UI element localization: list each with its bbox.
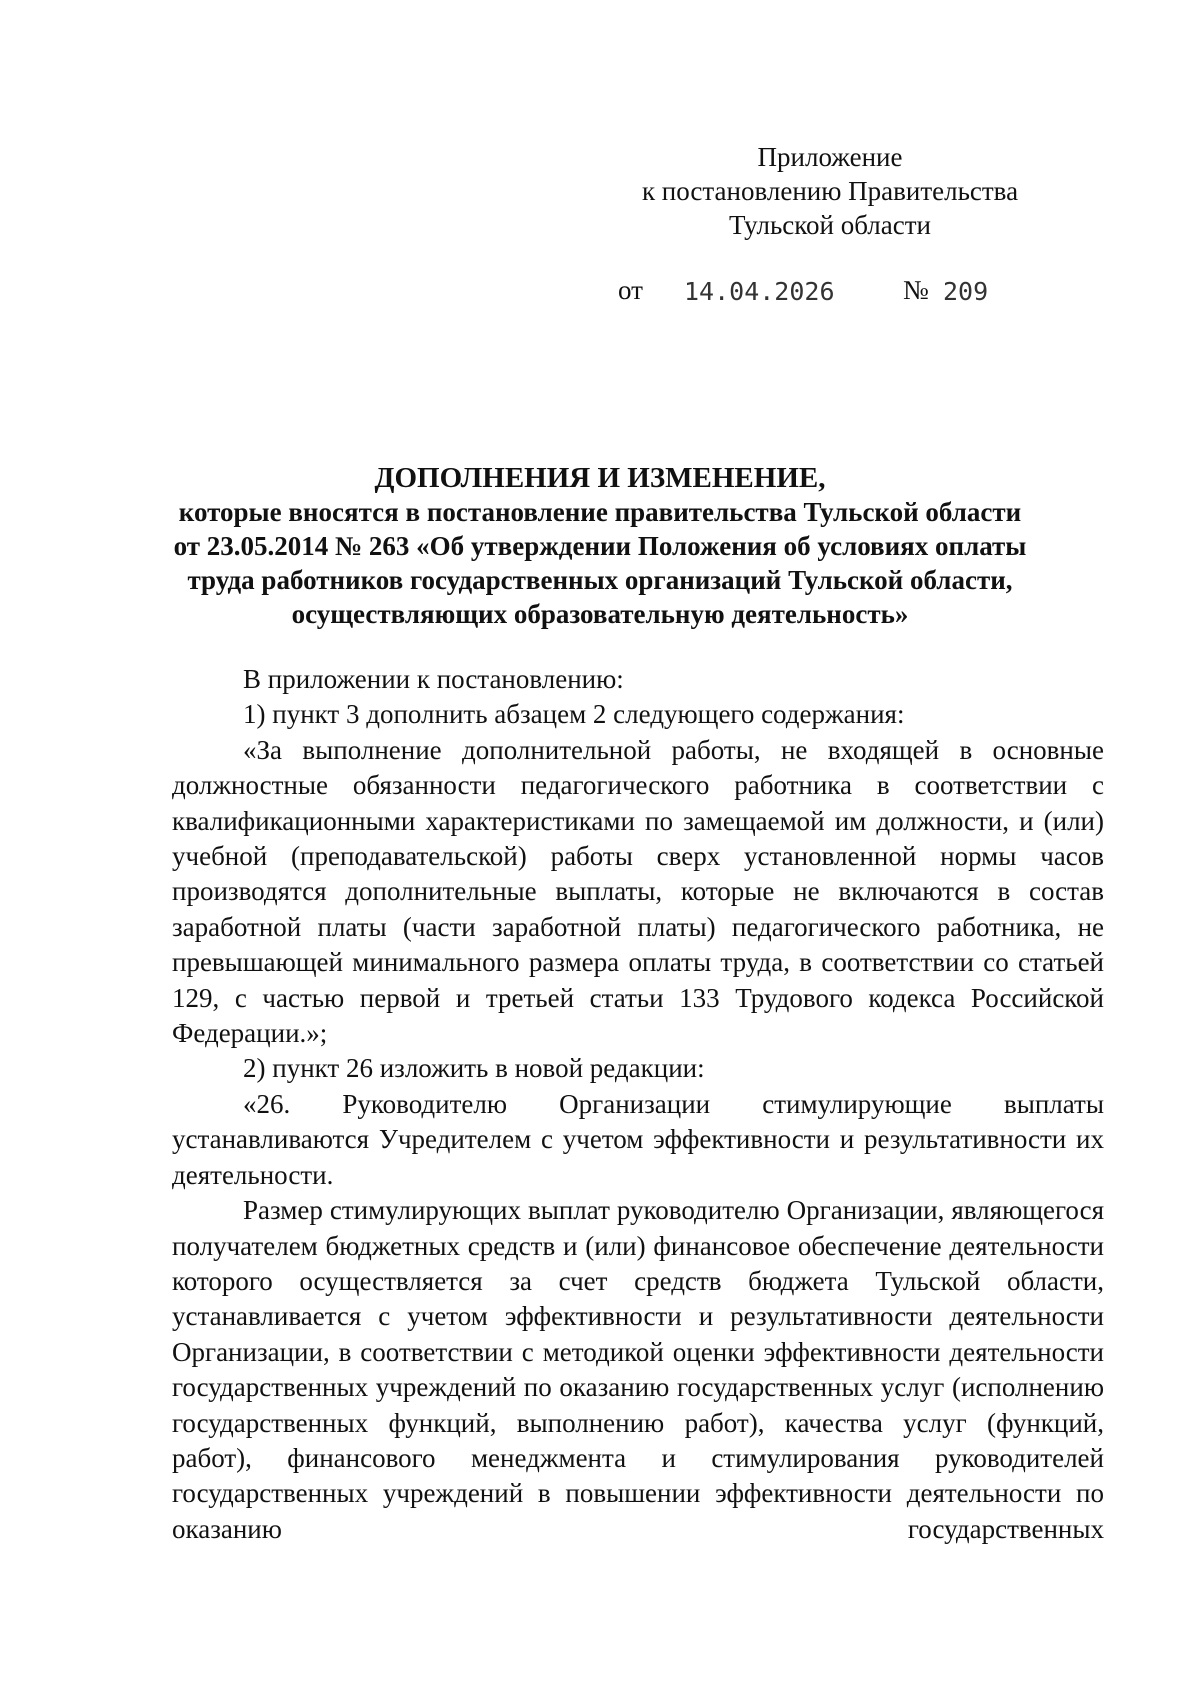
heading-line: труда работников государственных организаций Тульской области, [187, 565, 1013, 595]
document-number: 209 [943, 277, 989, 306]
document-body [172, 662, 1104, 1547]
appendix-reference: к постановлению Правительства [641, 176, 1019, 206]
body-paragraph: 2) пункт 26 изложить в новой редакции: [243, 1053, 705, 1084]
number-label: № [903, 275, 929, 305]
heading-title: ДОПОЛНЕНИЯ И ИЗМЕНЕНИЕ, [374, 462, 826, 494]
body-paragraph: 1) пункт 3 дополнить абзацем 2 следующего содержания: [243, 699, 905, 730]
body-paragraph: «26. Руководителю Организации стимулирующие выплаты устанавливаются Учредителем с учетом эффективности и результативности их деятельности. [172, 1088, 1104, 1190]
heading-line: которые вносятся в постановление правительства Тульской области [178, 497, 1022, 527]
heading-line: от 23.05.2014 № 263 «Об утверждении Положения об условиях оплаты [173, 531, 1027, 561]
document-reference [618, 275, 1078, 311]
heading-line: осуществляющих образовательную деятельность» [291, 599, 909, 629]
appendix-header [600, 140, 1060, 242]
document-date: 14.04.2026 [684, 277, 835, 306]
body-paragraph: «За выполнение дополнительной работы, не входящей в основные должностные обязанности педагогического работника в соответствии с квалификационными характеристиками по замещаемой им должности, и (или) учебной (преподавательской) работы сверх установленной нормы часов производятся дополнительные выплаты, которые не включаются в состав заработной платы (части заработной платы) педагогического работника, не превышающей минимального размера оплаты труда, в соответствии со статьей 129, с частью первой и третьей статьи 133 Трудового кодекса Российской Федерации.»; [172, 734, 1104, 1049]
appendix-title: Приложение [757, 142, 903, 172]
date-label: от [618, 275, 643, 305]
appendix-region: Тульской области [729, 210, 931, 240]
body-paragraph: Размер стимулирующих выплат руководителю Организации, являющегося получателем бюджетных средств и (или) финансовое обеспечение деятельности которого осуществляется за счет средств бюджета Тульской области, устанавливается с учетом эффективности и результативности деятельности Организации, в соответствии с методикой оценки эффективности деятельности государственных учреждений по оказанию государственных услуг (исполнению государственных функций, выполнению работ), качества услуг (функций, работ), финансового менеджмента и стимулирования руководителей государственных учреждений в повышении эффективности деятельности по оказанию государственных [172, 1195, 1104, 1544]
body-paragraph: В приложении к постановлению: [243, 664, 624, 694]
document-heading [120, 461, 1080, 631]
